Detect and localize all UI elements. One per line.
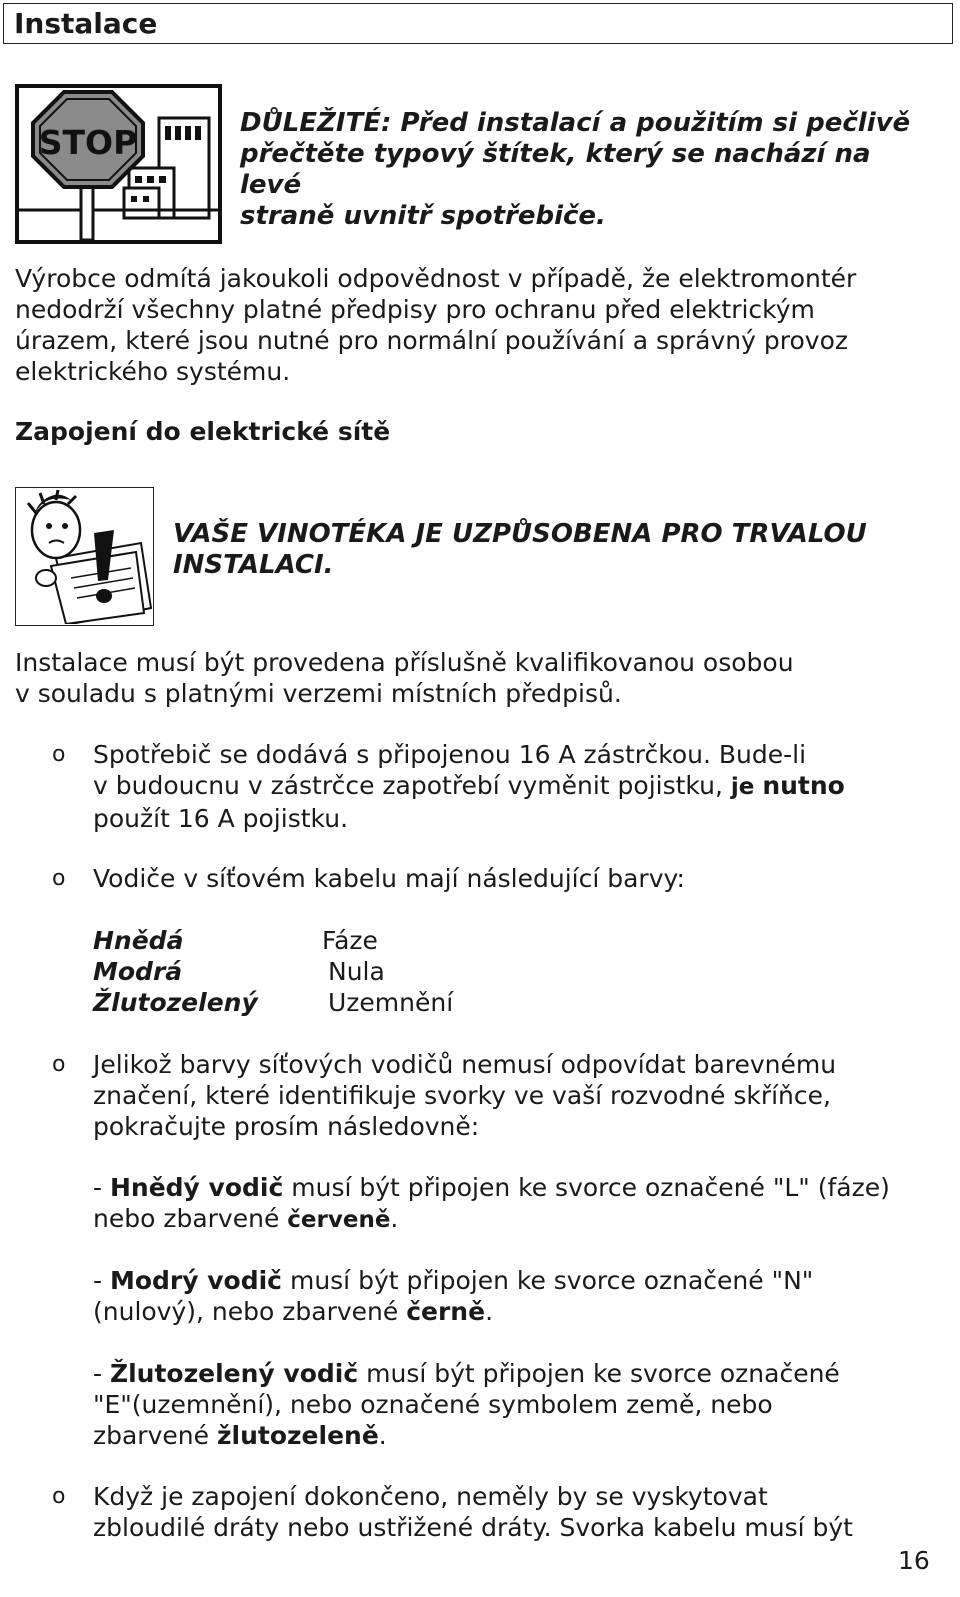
bullet-marker: o: [52, 742, 66, 767]
wire-text: musí být připojen ke svorce označené "N": [282, 1266, 814, 1295]
period: .: [378, 1421, 387, 1450]
page-number: 16: [898, 1546, 930, 1575]
installation-paragraph: [15, 647, 915, 709]
wire-colors-item: Vodiče v síťovém kabelu mají následující barvy:: [93, 864, 685, 893]
item-line: zbloudilé dráty nebo ustřižené dráty. Svorka kabelu musí být: [93, 1513, 853, 1542]
wire-text: nebo zbarvené: [93, 1204, 288, 1233]
green-yellow-wire-instruction: [93, 1358, 933, 1451]
color-meaning: Nula: [328, 957, 385, 986]
installation-line: Instalace musí být provedena příslušně kvalifikovanou osobou: [15, 648, 794, 677]
page-title: Instalace: [14, 7, 158, 40]
wire-line: [93, 1203, 933, 1236]
disclaimer-line: nedodrží všechny platné předpisy pro ochranu před elektrickým: [15, 295, 815, 324]
stop-sign-icon: [19, 88, 218, 240]
important-warning: [240, 108, 940, 232]
warning-line: DŮLEŽITÉ: Před instalací a použitím si pečlivě: [240, 108, 911, 138]
wire-line: "E"(uzemnění), nebo označené symbolem země, nebo: [93, 1390, 773, 1419]
emphasis-je: je: [730, 774, 755, 800]
notice-line: INSTALACI.: [173, 550, 334, 580]
period: .: [390, 1204, 399, 1233]
permanent-installation-notice: [173, 519, 933, 581]
wire-text: zbarvené: [93, 1421, 217, 1450]
wire-name: Modrý vodič: [109, 1266, 283, 1295]
dash: -: [93, 1173, 110, 1202]
wire-text: musí být připojen ke svorce označené: [358, 1359, 840, 1388]
dash: -: [93, 1266, 110, 1295]
item-text: v budoucnu v zástrčce zapotřebí vyměnit pojistku,: [93, 771, 731, 800]
item-line: Spotřebič se dodává s připojenou 16 A zástrčkou. Bude-li: [93, 740, 807, 769]
item-line: [93, 770, 933, 803]
color-name: Hnědá: [93, 926, 184, 955]
item-line: značení, které identifikuje svorky ve vaší rozvodné skříňce,: [93, 1081, 831, 1110]
blue-wire-instruction: [93, 1265, 933, 1327]
emphasis-nutno: nutno: [762, 771, 845, 800]
color-name: Žlutozelený: [93, 988, 258, 1017]
wire-text: musí být připojen ke svorce označené "L" (fáze): [283, 1173, 890, 1202]
installation-line: v souladu s platnými verzemi místních předpisů.: [15, 679, 622, 708]
stop-sign-illustration: [15, 84, 222, 244]
loose-wires-item: [93, 1481, 933, 1543]
wire-line: [93, 1172, 933, 1203]
bullet-marker: o: [52, 1052, 66, 1077]
period: .: [485, 1297, 494, 1326]
stop-label: STOP: [38, 123, 138, 162]
color-name: Modrá: [93, 957, 183, 986]
disclaimer-paragraph: [15, 263, 915, 387]
wire-line: [93, 1265, 933, 1296]
plug-fuse-item: [93, 739, 933, 834]
disclaimer-line: úrazem, které jsou nutné pro normální používání a správný provoz: [15, 326, 848, 355]
exclamation-man-icon: [16, 488, 152, 624]
disclaimer-line: elektrického systému.: [15, 357, 291, 386]
color-meaning: Fáze: [322, 926, 378, 955]
wire-text: (nulový), nebo zbarvené: [93, 1297, 407, 1326]
warning-line: straně uvnitř spotřebiče.: [240, 201, 606, 231]
brown-wire-instruction: [93, 1172, 933, 1236]
warning-man-illustration: [15, 487, 154, 626]
warning-line: přečtěte typový štítek, který se nachází na levé: [240, 139, 871, 200]
wire-line: [93, 1296, 933, 1327]
wire-name: Žlutozelený vodič: [109, 1359, 359, 1388]
item-line: Když je zapojení dokončeno, neměly by se vyskytovat: [93, 1482, 768, 1511]
item-line: Jelikož barvy síťových vodičů nemusí odpovídat barevnému: [93, 1050, 837, 1079]
section-heading: Zapojení do elektrické sítě: [15, 417, 391, 446]
disclaimer-line: Výrobce odmítá jakoukoli odpovědnost v případě, že elektromontér: [15, 264, 857, 293]
color-meaning: Uzemnění: [328, 988, 454, 1017]
wire-color: červeně: [287, 1207, 391, 1233]
item-line: pokračujte prosím následovně:: [93, 1112, 480, 1141]
notice-line: VAŠE VINOTÉKA JE UZPŮSOBENA PRO TRVALOU: [173, 519, 867, 549]
item-line: použít 16 A pojistku.: [93, 804, 349, 833]
wire-color: černě: [406, 1297, 486, 1326]
wire-line: [93, 1358, 933, 1389]
wire-name: Hnědý vodič: [109, 1173, 284, 1202]
terminal-marking-item: [93, 1049, 933, 1142]
bullet-marker: o: [52, 866, 66, 891]
bullet-marker: o: [52, 1484, 66, 1509]
wire-line: [93, 1420, 933, 1451]
wire-color: žlutozeleně: [216, 1421, 379, 1450]
dash: -: [93, 1359, 110, 1388]
